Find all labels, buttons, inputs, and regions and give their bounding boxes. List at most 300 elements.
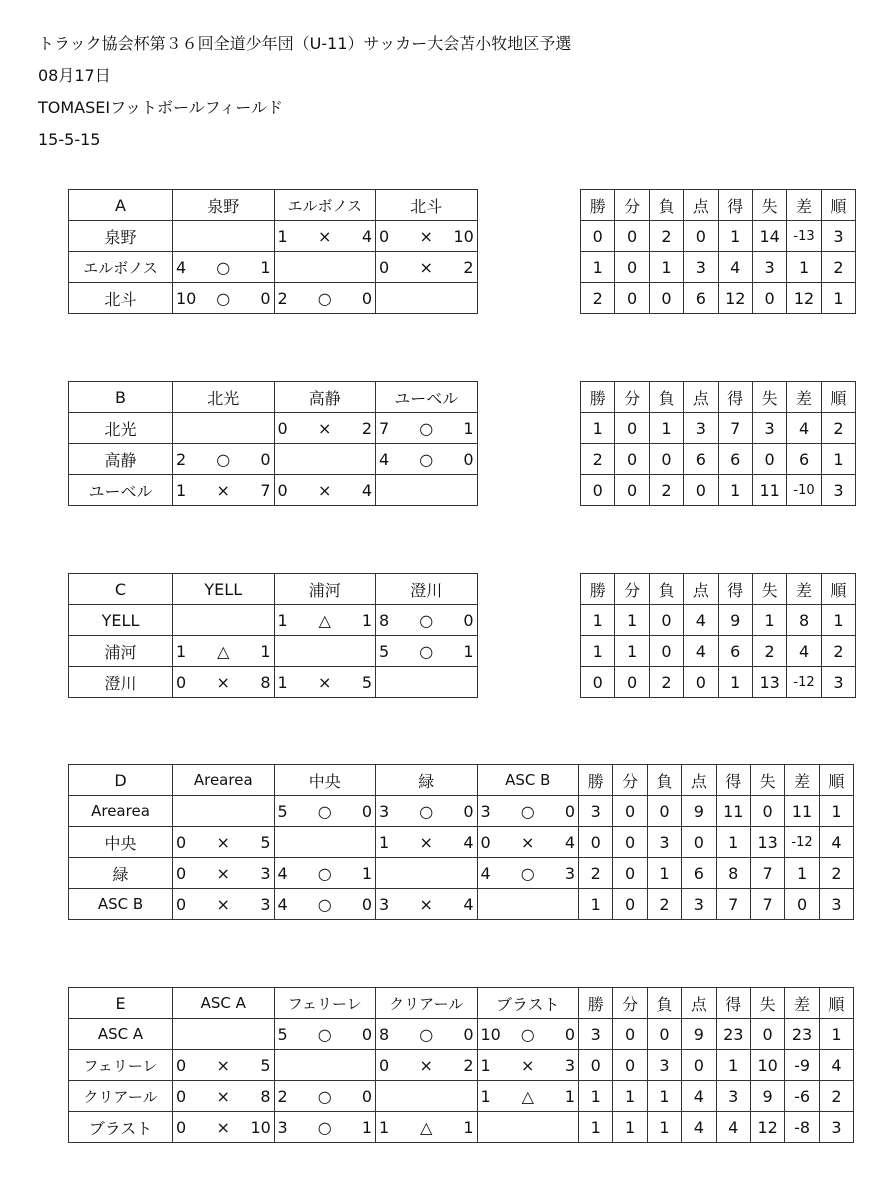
stat-value: 7 — [762, 894, 773, 914]
stat-value: 10 — [757, 1055, 778, 1075]
stat-cell — [579, 889, 613, 920]
result-cell — [173, 1081, 275, 1112]
result-mark: × — [216, 1117, 230, 1137]
result-cell — [376, 1081, 478, 1112]
result-cell — [274, 475, 376, 506]
stat-cell — [716, 827, 750, 858]
stat-cell — [684, 636, 718, 667]
stat-header-label: 得 — [727, 580, 744, 600]
standings-row — [581, 605, 856, 636]
team-column-header — [173, 190, 275, 221]
stat-cell — [581, 283, 615, 314]
stat-header-label: 負 — [656, 771, 673, 791]
stat-value: 12 — [793, 288, 815, 308]
stat-cell — [647, 1112, 681, 1143]
standings-row — [581, 221, 856, 252]
stat-header — [821, 382, 855, 413]
result-mark: × — [419, 894, 433, 914]
stat-cell — [821, 605, 855, 636]
stat-value: 4 — [695, 610, 706, 630]
stat-header — [682, 988, 716, 1019]
stat-value: -12 — [793, 674, 815, 690]
team-name: 中央 — [308, 771, 341, 791]
stat-value: 1 — [833, 288, 844, 308]
team-name: 北光 — [207, 388, 240, 408]
stat-cell — [579, 1019, 613, 1050]
stat-cell — [647, 858, 681, 889]
stat-cell — [684, 252, 718, 283]
team-name: ASC B — [97, 895, 144, 913]
team-name: 泉野 — [104, 227, 137, 247]
stat-value: 9 — [730, 610, 741, 630]
result-mark: ○ — [317, 1024, 332, 1044]
stat-header-label: 点 — [690, 771, 707, 791]
group-label — [69, 765, 173, 796]
stat-value: 3 — [659, 832, 670, 852]
score-home: 2 — [277, 288, 288, 308]
stat-cell — [649, 252, 683, 283]
score — [379, 833, 474, 852]
stat-cell — [613, 1019, 647, 1050]
score-away: 3 — [564, 1055, 575, 1075]
stat-header-label: 得 — [727, 388, 744, 408]
stat-header — [581, 190, 615, 221]
stat-value: 8 — [798, 610, 810, 630]
stat-cell — [787, 605, 821, 636]
group-a-table — [68, 189, 478, 314]
team-column-header — [477, 765, 579, 796]
team-column-header — [376, 190, 478, 221]
stat-value: 1 — [730, 226, 741, 246]
stat-value: 0 — [693, 832, 704, 852]
result-cell — [376, 475, 478, 506]
stat-cell — [718, 444, 752, 475]
team-name: ユーベル — [88, 481, 153, 501]
team-name: 澄川 — [104, 673, 137, 693]
stat-header — [752, 382, 786, 413]
stat-value: 6 — [695, 449, 706, 469]
stat-cell — [752, 605, 786, 636]
result-mark: × — [419, 226, 433, 246]
stat-value: 1 — [659, 1086, 670, 1106]
score-away: 0 — [564, 801, 575, 821]
stat-value: 2 — [833, 418, 844, 438]
score-away: 4 — [361, 226, 372, 246]
stat-cell — [613, 889, 647, 920]
stat-value: 13 — [757, 832, 778, 852]
stat-cell — [682, 1081, 716, 1112]
stat-cell — [752, 475, 786, 506]
stat-header-label: 点 — [692, 196, 709, 216]
team-row-header — [69, 475, 173, 506]
stat-cell — [649, 605, 683, 636]
standings-row — [581, 283, 856, 314]
stat-value: 0 — [661, 449, 672, 469]
stat-cell — [750, 858, 784, 889]
stat-header — [647, 988, 681, 1019]
stat-cell — [750, 1019, 784, 1050]
stat-cell — [718, 605, 752, 636]
stat-cell — [718, 413, 752, 444]
group-label — [69, 988, 173, 1019]
result-cell — [274, 283, 376, 314]
stat-header-label: 勝 — [587, 771, 604, 791]
stat-cell — [787, 221, 821, 252]
stat-cell — [647, 1050, 681, 1081]
score — [379, 611, 474, 630]
stat-header-label: 負 — [658, 196, 675, 216]
stat-value: 2 — [659, 894, 670, 914]
stat-header — [819, 765, 853, 796]
stat-header — [684, 190, 718, 221]
result-cell — [274, 1081, 376, 1112]
score-home: 7 — [379, 418, 390, 438]
result-cell — [376, 1050, 478, 1081]
team-column-header — [477, 988, 579, 1019]
stat-header-label: 勝 — [587, 994, 604, 1014]
score-away: 2 — [463, 1055, 474, 1075]
stat-cell — [682, 889, 716, 920]
result-cell — [274, 413, 376, 444]
score — [278, 289, 373, 308]
stat-cell — [579, 796, 613, 827]
group-name: B — [115, 387, 126, 407]
result-cell — [376, 858, 478, 889]
stat-value: 6 — [693, 863, 704, 883]
score-home: 1 — [176, 641, 187, 661]
team-row-header — [69, 889, 173, 920]
stat-header-label: 差 — [796, 196, 813, 216]
stat-value: 1 — [661, 257, 672, 277]
team-row-header — [69, 858, 173, 889]
table-row — [69, 221, 478, 252]
stat-cell — [647, 827, 681, 858]
stat-value: 0 — [624, 1024, 636, 1044]
team-row-header — [69, 636, 173, 667]
stat-value: 0 — [626, 257, 638, 277]
team-name: フェリーレ — [287, 994, 362, 1013]
team-name: エルボノス — [287, 196, 362, 215]
stat-value: 1 — [661, 418, 672, 438]
stat-value: 0 — [590, 1055, 601, 1075]
stat-cell — [821, 636, 855, 667]
result-cell — [376, 221, 478, 252]
stat-cell — [752, 667, 786, 698]
stat-value: 0 — [624, 1055, 636, 1075]
stat-header-label: 順 — [830, 580, 847, 600]
stat-cell — [615, 605, 649, 636]
score-away: 0 — [361, 1086, 372, 1106]
team-row-header — [69, 283, 173, 314]
score-away: 0 — [361, 288, 372, 308]
result-mark: △ — [521, 1086, 534, 1106]
stat-cell — [615, 283, 649, 314]
stat-cell — [716, 1081, 750, 1112]
score-away: 5 — [361, 672, 372, 692]
stat-value: -9 — [794, 1055, 811, 1075]
score — [176, 895, 271, 914]
score — [278, 895, 373, 914]
standings-row — [581, 444, 856, 475]
team-name: フェリーレ — [83, 1056, 158, 1075]
standings-row — [581, 636, 856, 667]
stat-header — [716, 765, 750, 796]
result-mark: △ — [318, 610, 331, 630]
venue: TOMASEIフットボールフィールド — [38, 98, 284, 117]
score — [379, 258, 474, 277]
score-home: 0 — [379, 257, 390, 277]
stat-cell — [684, 413, 718, 444]
result-cell — [477, 1050, 579, 1081]
stat-value: 3 — [831, 894, 842, 914]
score — [278, 1025, 373, 1044]
stat-cell — [647, 889, 681, 920]
standings-row — [581, 413, 856, 444]
stat-value: 1 — [796, 863, 808, 883]
team-name: 浦河 — [104, 642, 137, 662]
stat-value: 1 — [833, 449, 844, 469]
score-away: 1 — [361, 1117, 372, 1137]
stat-cell — [581, 667, 615, 698]
stat-cell — [750, 1050, 784, 1081]
stat-header — [750, 988, 784, 1019]
stat-cell — [615, 444, 649, 475]
result-cell — [173, 605, 275, 636]
stat-header — [649, 382, 683, 413]
team-name: Arearea — [193, 771, 253, 789]
score-home: 1 — [176, 480, 187, 500]
team-name: ASC A — [200, 994, 246, 1012]
stat-cell — [750, 827, 784, 858]
team-row-header — [69, 221, 173, 252]
score-home: 3 — [277, 1117, 288, 1137]
stat-cell — [718, 252, 752, 283]
stat-cell — [579, 858, 613, 889]
stat-header-label: 差 — [796, 580, 813, 600]
result-mark: × — [216, 863, 230, 883]
score — [481, 1025, 576, 1044]
stat-cell — [684, 667, 718, 698]
score-away: 4 — [463, 832, 474, 852]
score — [176, 1118, 271, 1137]
stat-value: 12 — [725, 288, 746, 308]
stat-value: 7 — [728, 894, 739, 914]
stat-value: -8 — [794, 1117, 811, 1137]
score — [278, 227, 373, 246]
result-mark: ○ — [419, 1024, 434, 1044]
stat-cell — [684, 475, 718, 506]
result-mark: △ — [217, 641, 230, 661]
stat-cell — [581, 252, 615, 283]
stat-value: 11 — [723, 801, 744, 821]
table-row — [69, 1081, 854, 1112]
stat-value: 3 — [833, 480, 844, 500]
stat-cell — [682, 1019, 716, 1050]
stat-cell — [649, 413, 683, 444]
stat-header-label: 失 — [759, 994, 776, 1014]
result-cell — [477, 1112, 579, 1143]
group-d-table — [68, 764, 854, 920]
stat-header — [613, 765, 647, 796]
match-date: 08月17日 — [38, 66, 111, 85]
score-away: 4 — [361, 480, 372, 500]
stat-value: 0 — [626, 226, 638, 246]
stat-value: 1 — [592, 610, 603, 630]
team-column-header — [274, 574, 376, 605]
result-cell — [274, 252, 376, 283]
stat-value: 1 — [798, 257, 810, 277]
stat-value: 23 — [723, 1024, 744, 1044]
stat-cell — [716, 1019, 750, 1050]
team-name: YELL — [204, 579, 243, 599]
stat-header-label: 差 — [794, 994, 811, 1014]
score — [379, 419, 474, 438]
stat-value: -13 — [793, 228, 815, 244]
group-name: D — [114, 770, 127, 790]
score — [379, 1025, 474, 1044]
result-cell — [274, 667, 376, 698]
score-away: 0 — [361, 894, 372, 914]
score — [278, 611, 373, 630]
stat-cell — [821, 283, 855, 314]
stat-cell — [752, 444, 786, 475]
stat-header-label: 失 — [761, 388, 778, 408]
stat-header-label: 得 — [725, 994, 742, 1014]
group-a-standings — [580, 189, 856, 314]
score — [176, 481, 271, 500]
stat-header — [718, 190, 752, 221]
result-cell — [376, 796, 478, 827]
stat-cell — [750, 1112, 784, 1143]
team-name: 中央 — [104, 833, 137, 853]
stat-header — [649, 574, 683, 605]
score-home: 1 — [379, 832, 390, 852]
table-row — [69, 605, 478, 636]
score-away: 0 — [463, 1024, 474, 1044]
score-away: 1 — [564, 1086, 575, 1106]
stat-value: 0 — [624, 863, 636, 883]
stat-cell — [613, 1112, 647, 1143]
result-mark: ○ — [520, 801, 535, 821]
stat-value: 6 — [798, 449, 810, 469]
score — [278, 419, 373, 438]
stat-cell — [821, 221, 855, 252]
score-home: 0 — [176, 1117, 187, 1137]
result-cell — [173, 444, 275, 475]
stat-value: 0 — [796, 894, 808, 914]
result-cell — [274, 1019, 376, 1050]
result-cell — [376, 283, 478, 314]
table-row — [69, 796, 854, 827]
group-c-table — [68, 573, 478, 698]
result-cell — [173, 1019, 275, 1050]
group-b-standings — [580, 381, 856, 506]
stat-cell — [821, 252, 855, 283]
stat-cell — [579, 1050, 613, 1081]
team-column-header — [376, 574, 478, 605]
team-name: クリアール — [389, 994, 464, 1013]
stat-cell — [684, 221, 718, 252]
stat-value: 6 — [695, 288, 706, 308]
result-mark: × — [318, 418, 332, 438]
stat-cell — [819, 827, 853, 858]
table-row — [69, 1019, 854, 1050]
stat-cell — [615, 221, 649, 252]
stat-cell — [718, 221, 752, 252]
team-column-header — [173, 382, 275, 413]
stat-value: 0 — [626, 288, 638, 308]
table-row — [69, 889, 854, 920]
team-row-header — [69, 1112, 173, 1143]
table-row — [69, 1112, 854, 1143]
group-b-table — [68, 381, 478, 506]
group-label — [69, 382, 173, 413]
stat-value: 0 — [661, 610, 672, 630]
score — [176, 258, 271, 277]
team-name: ASC A — [97, 1025, 144, 1043]
score — [176, 1087, 271, 1106]
stat-header — [615, 382, 649, 413]
stat-value: 8 — [728, 863, 739, 883]
stat-value: 0 — [661, 641, 672, 661]
stat-cell — [819, 1019, 853, 1050]
stat-value: 0 — [659, 801, 670, 821]
stat-cell — [819, 796, 853, 827]
stat-value: 14 — [759, 226, 780, 246]
stat-cell — [716, 889, 750, 920]
stat-cell — [718, 667, 752, 698]
result-cell — [274, 444, 376, 475]
score — [278, 673, 373, 692]
result-cell — [274, 827, 376, 858]
result-cell — [376, 636, 478, 667]
stat-header — [819, 988, 853, 1019]
result-cell — [274, 605, 376, 636]
stat-value: 1 — [624, 1117, 636, 1137]
team-column-header — [173, 765, 275, 796]
stat-cell — [821, 475, 855, 506]
score-home: 4 — [277, 894, 288, 914]
result-cell — [173, 221, 275, 252]
stat-value: 1 — [626, 641, 638, 661]
result-mark: ○ — [216, 257, 231, 277]
stat-value: -12 — [791, 834, 813, 850]
stat-value: 1 — [592, 641, 603, 661]
table-row — [69, 413, 478, 444]
stat-cell — [647, 1081, 681, 1112]
score-away: 2 — [463, 257, 474, 277]
stat-header-label: 勝 — [589, 196, 606, 216]
table-row — [69, 636, 478, 667]
page-title: トラック協会杯第３６回全道少年団（U-11）サッカー大会苫小牧地区予選 — [38, 34, 572, 53]
stat-value: 2 — [831, 863, 842, 883]
score-home: 10 — [176, 288, 197, 308]
stat-cell — [785, 1019, 819, 1050]
stat-cell — [787, 283, 821, 314]
score-home: 5 — [379, 641, 390, 661]
stat-value: 1 — [728, 1055, 739, 1075]
team-name: 泉野 — [207, 196, 240, 216]
score — [481, 802, 576, 821]
stat-cell — [615, 413, 649, 444]
stat-value: 0 — [592, 226, 603, 246]
standings-row — [581, 475, 856, 506]
team-row-header — [69, 667, 173, 698]
stat-value: 23 — [791, 1024, 813, 1044]
stat-cell — [787, 252, 821, 283]
stat-value: 1 — [626, 610, 638, 630]
stat-value: 2 — [831, 1086, 842, 1106]
